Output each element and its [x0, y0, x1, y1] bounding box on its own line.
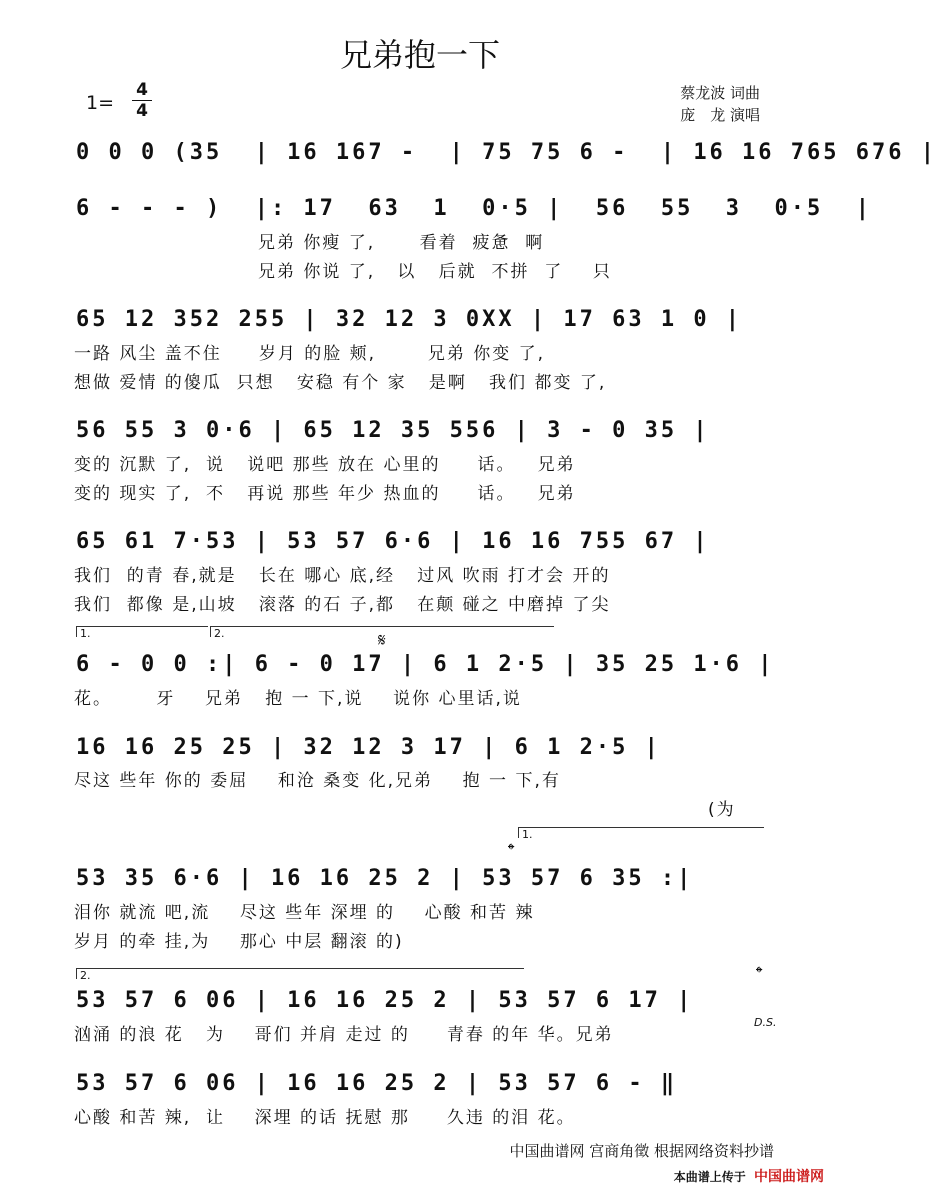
- lyric-8b: 岁月 的牵 挂,为 那心 中层 翻滚 的): [74, 932, 404, 952]
- notation-line-7: 16 16 25 25 | 32 12 3 17 | 6 1 2·5 |: [76, 735, 661, 760]
- notation-line-4: 56 55 3 0·6 | 65 12 35 556 | 3 - 0 35 |: [76, 418, 710, 443]
- lyric-3b: 想做 爱情 的傻瓜 只想 安稳 有个 家 是啊 我们 都变 了,: [74, 373, 607, 393]
- notation-line-9: 53 57 6 06 | 16 16 25 2 | 53 57 6 17 |: [76, 988, 694, 1013]
- notation-line-6: 6 - 0 0 :| 6 - 0 17 | 6 1 2·5 | 35 25 1·6 |: [76, 652, 775, 677]
- notation-line-3: 65 12 352 255 | 32 12 3 0XX | 17 63 1 0 |: [76, 307, 743, 332]
- lyric-5a: 我们 的青 春,就是 长在 哪心 底,经 过风 吹雨 打才会 开的: [74, 566, 611, 586]
- footer-brand-logo: 中国曲谱网: [754, 1169, 824, 1185]
- lyric-2b: 兄弟 你说 了, 以 后就 不拼 了 只: [258, 262, 612, 282]
- time-sig-bottom: 4: [132, 100, 152, 121]
- coda-sign: 𝄌: [508, 840, 515, 861]
- footer-source: 中国曲谱网 宫商角徵 根据网络资料抄谱: [509, 1142, 774, 1160]
- volta-3: 1.: [518, 827, 764, 838]
- lyric-4b: 变的 现实 了, 不 再说 那些 年少 热血的 话。 兄弟: [74, 484, 576, 504]
- page-title: 兄弟抱一下: [339, 36, 500, 74]
- volta-4: 2.: [76, 968, 524, 979]
- notation-line-1: 0 0 0 (35 | 16 167 - | 75 75 6 - | 16 16 765 676 |: [76, 140, 937, 165]
- credits: [680, 82, 760, 126]
- time-sig-top: 4: [136, 80, 148, 100]
- lyric-7a: 尽这 些年 你的 委屈 和沧 桑变 化,兄弟 抱 一 下,有: [74, 771, 561, 791]
- segno-sign: 𝄋: [378, 630, 386, 651]
- credit-singer: 庞 龙 演唱: [680, 106, 760, 124]
- lyric-9a: 汹涌 的浪 花 为 哥们 并肩 走过 的 青春 的年 华。兄弟: [74, 1025, 614, 1045]
- notation-line-2: 6 - - - ) |: 17 63 1 0·5 | 56 55 3 0·5 |: [76, 196, 873, 221]
- key-signature: 1=: [86, 92, 115, 114]
- notation-line-8: 53 35 6·6 | 16 16 25 2 | 53 57 6 35 :|: [76, 866, 694, 891]
- footer-upload-text: 本曲谱上传于: [673, 1170, 746, 1184]
- lyric-3a: 一路 风尘 盖不住 岁月 的脸 颊, 兄弟 你变 了,: [74, 344, 546, 364]
- lyric-5b: 我们 都像 是,山坡 滚落 的石 子,都 在颠 碰之 中磨掉 了尖: [74, 595, 611, 615]
- volta-2: 2.: [210, 626, 554, 637]
- ds-mark: D.S.: [754, 1016, 777, 1029]
- lyric-7b: (为: [708, 800, 736, 820]
- lyric-8a: 泪你 就流 吧,流 尽这 些年 深埋 的 心酸 和苦 辣: [74, 903, 535, 923]
- time-signature: [132, 80, 152, 121]
- coda-sign-2: 𝄌: [756, 963, 763, 984]
- lyric-4a: 变的 沉默 了, 说 说吧 那些 放在 心里的 话。 兄弟: [74, 455, 576, 475]
- lyric-10a: 心酸 和苦 辣, 让 深埋 的话 抚慰 那 久违 的泪 花。: [74, 1108, 576, 1128]
- credit-lyrics: 蔡龙波 词曲: [680, 84, 760, 102]
- lyric-6a: 花。 牙 兄弟 抱 一 下,说 说你 心里话,说: [74, 689, 522, 709]
- notation-line-10: 53 57 6 06 | 16 16 25 2 | 53 57 6 - ‖: [76, 1071, 678, 1096]
- notation-line-5: 65 61 7·53 | 53 57 6·6 | 16 16 755 67 |: [76, 529, 710, 554]
- lyric-2a: 兄弟 你瘦 了, 看着 疲惫 啊: [258, 233, 545, 253]
- volta-1: 1.: [76, 626, 208, 637]
- footer-upload: [674, 1166, 824, 1186]
